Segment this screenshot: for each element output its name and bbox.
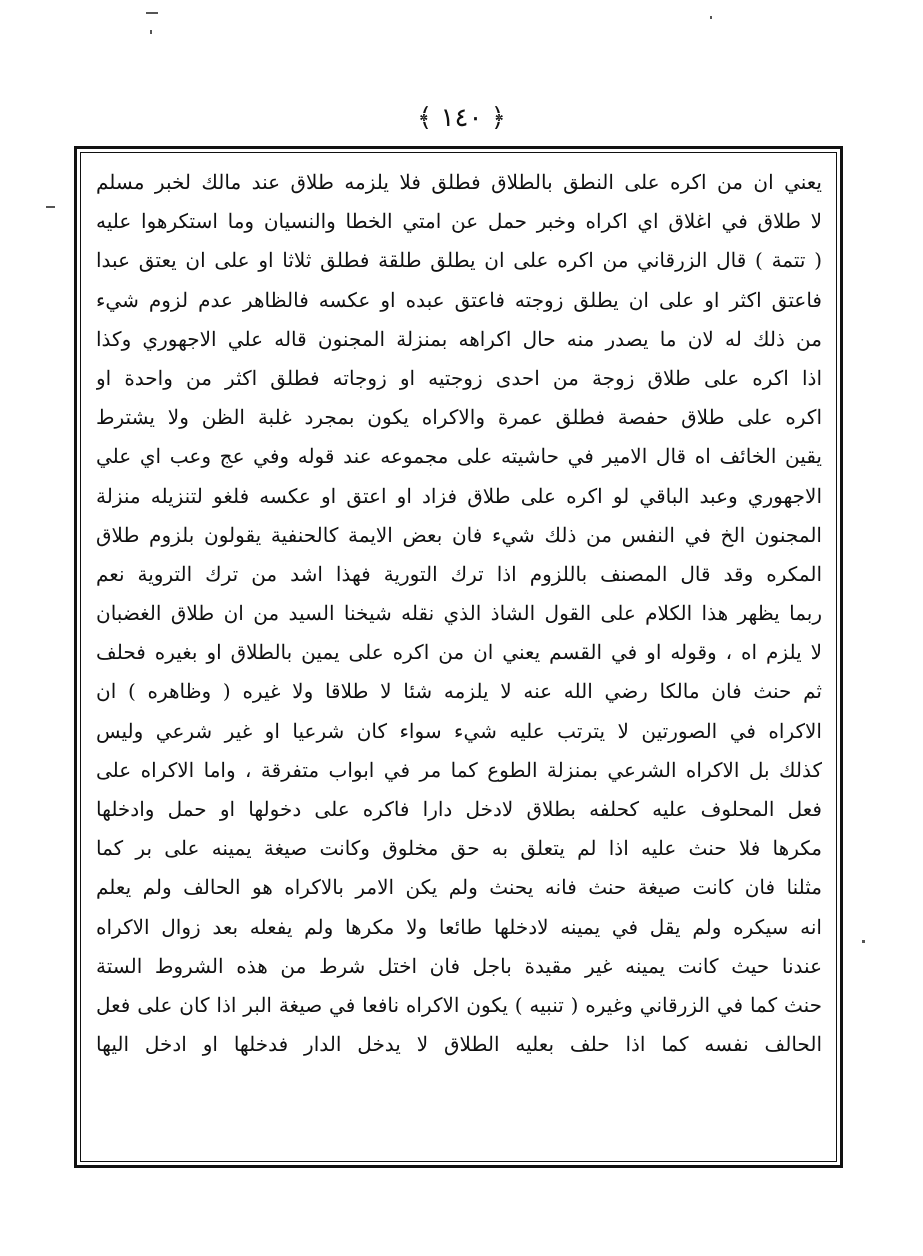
- text-line: فاعتق اكثر او على ان يطلق زوجته فاعتق عبده او عكسه فالظاهر عدم لزوم شيء: [96, 287, 822, 312]
- text-line: لا طلاق في اغلاق اي اكراه وخبر حمل عن امتي الخطا والنسيان وما استكرهوا عليه: [96, 209, 822, 234]
- text-line: الاجهوري وعبد الباقي لو اكره على طلاق فزاد او اعتق او عكسه فلغو لتنزيله منزلة: [96, 483, 822, 508]
- text-line: الحالف نفسه كما اذا حلف بعليه الطلاق لا يدخل الدار فدخلها او ادخل اليها: [96, 1032, 822, 1057]
- text-line: مكرها فلا حنث عليه اذا لم يتعلق به حق مخلوق وكانت صيغة يمينه على بر كما: [96, 836, 822, 861]
- text-line: اذا اكره على طلاق زوجة من احدى زوجتيه او زوجاته فطلق اكثر من واحدة او: [96, 365, 822, 390]
- text-line: من ذلك له لان ما يصدر منه حال اكراهه بمنزلة المجنون قاله علي الاجهوري وكذا: [96, 326, 822, 351]
- text-line: الاكراه في الصورتين لا يترتب عليه شيء سواء كان شرعيا او غير شرعي وليس: [96, 718, 822, 743]
- text-line: ( تتمة ) قال الزرقاني من اكره على ان يطلق طلقة فطلق ثلاثا او على ان يعتق عبدا: [96, 248, 822, 273]
- text-line: المجنون الخ في النفس من ذلك شيء فان بعض الايمة كالحنفية يقولون بلزوم طلاق: [96, 522, 822, 547]
- scan-mark: [46, 206, 55, 208]
- body-text: [96, 163, 822, 1153]
- text-line: ربما يظهر هذا الكلام على القول الشاذ الذي نقله شيخنا السيد من ان طلاق الغضبان: [96, 601, 822, 626]
- scan-mark: [146, 12, 158, 14]
- text-line: اكره على طلاق حفصة فطلق عمرة والاكراه يكون بمجرد غلبة الظن ولا يشترط: [96, 405, 822, 430]
- text-line: حنث كما في الزرقاني وغيره ( تنبيه ) يكون الاكراه نافعا في صيغة البر اذا كان على فعل: [96, 992, 822, 1017]
- text-line: فعل المحلوف عليه كحلفه بطلاق لادخل دارا فاكره على دخولها او حمل وادخلها: [96, 797, 822, 821]
- text-line: انه سيكره ولم يقل في يمينه لادخلها طائعا ولا مكرها ولم يفعله بعد زوال الاكراه: [96, 914, 822, 939]
- scan-mark: [862, 940, 865, 943]
- text-line: يقين الخائف اه قال الامير في حاشيته على مجموعه عند قوله وفي عج وعب اي علي: [96, 444, 822, 469]
- text-line: عندنا حيث كانت يمينه غير مقيدة باجل فان اختل شرط من هذه الشروط الستة: [96, 953, 822, 978]
- text-line: ثم حنث فان مالكا رضي الله عنه لا يلزمه شئا لا طلاقا ولا غيره ( وظاهره ) ان: [96, 679, 822, 704]
- text-line: المكره وقد قال المصنف باللزوم اذا ترك التورية فهذا اشد من ترك التروية نعم: [96, 561, 822, 586]
- scan-mark: [150, 30, 152, 34]
- scan-mark: [710, 16, 712, 19]
- text-line: كذلك بل الاكراه الشرعي بمنزلة الطوع كما مر في ابواب متفرقة ، واما الاكراه على: [96, 757, 822, 782]
- text-line: مثلنا فان كانت صيغة حنث فانه يحنث ولم يكن الامر بالاكراه هو الحالف ولم يعلم: [96, 875, 822, 900]
- text-line: لا يلزم اه ، وقوله او في القسم يعني ان من اكره على يمين بالطلاق او بغيره فحلف: [96, 640, 822, 665]
- text-line: يعني ان من اكره على النطق بالطلاق فطلق فلا يلزمه طلاق عند مالك لخبر مسلم: [96, 170, 822, 194]
- page-number: ﴿ ١٤٠ ﴾: [417, 103, 506, 133]
